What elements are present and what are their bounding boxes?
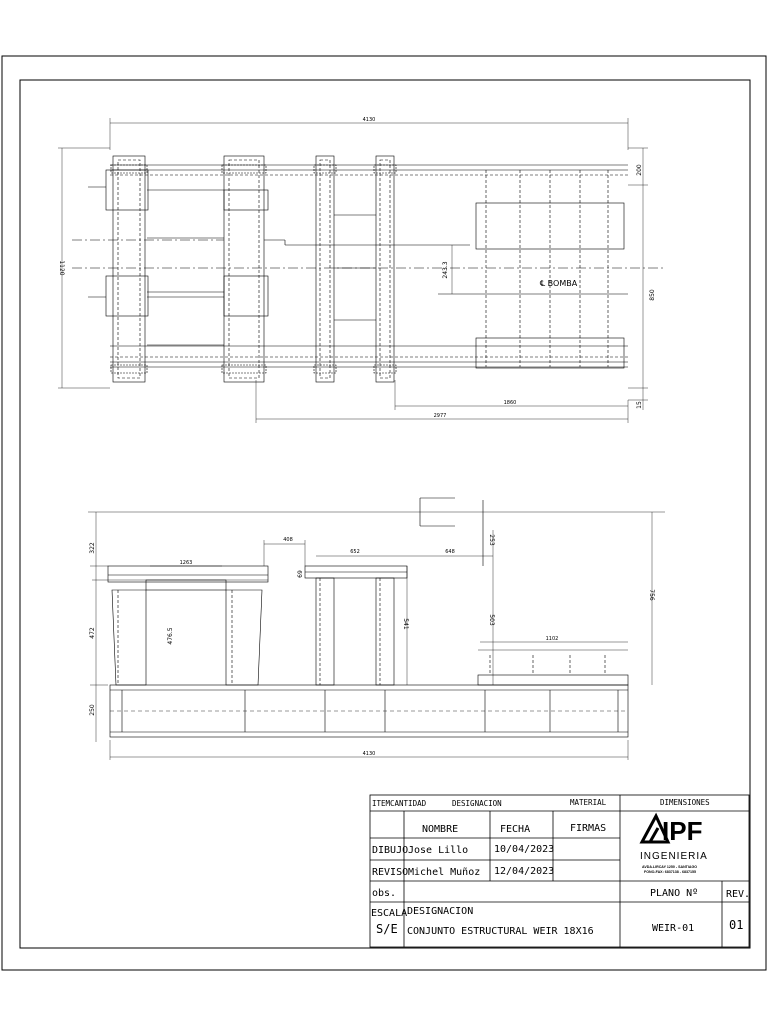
row-reviso-name: Michel Muñoz	[408, 867, 481, 878]
dim-plan-center-offset: 243.3	[442, 261, 449, 279]
dim-elev-step: 69	[297, 570, 304, 578]
dim-elev-mid-leg: 541	[402, 618, 409, 630]
dim-elev-upper-right: 253	[488, 534, 495, 546]
column-firmas: FIRMAS	[570, 823, 607, 834]
header-dimensiones: DIMENSIONES	[660, 798, 710, 807]
row-reviso-date: 12/04/2023	[494, 866, 555, 877]
pump-centerline-label: ℄ BOMBA	[540, 279, 578, 288]
dim-elev-left-width: 1263	[179, 560, 193, 566]
obs-label: obs.	[372, 888, 397, 899]
dim-elev-gap: 408	[283, 537, 293, 543]
dim-elev-top-height: 322	[89, 542, 96, 554]
ipf-logo	[640, 816, 708, 874]
dim-elev-pump-base: 1102	[545, 636, 559, 642]
header-item: ITEM	[372, 799, 391, 808]
outer-frame	[2, 56, 766, 970]
logo-brand: IPF	[662, 816, 703, 846]
dim-plan-top-offset: 200	[636, 164, 643, 176]
dim-plan-pump-position: 2977	[433, 413, 447, 419]
rev-value: 01	[729, 918, 744, 932]
dim-plan-overall-length: 4130	[362, 117, 376, 123]
dim-elev-mid-width: 652	[350, 549, 360, 555]
header-material: MATERIAL	[570, 798, 607, 807]
logo-subtitle: INGENIERIA	[640, 851, 708, 862]
dim-elev-overall-length: 4130	[362, 751, 376, 757]
header-designacion: DESIGNACION	[452, 799, 502, 808]
dim-elev-right-drop: 503	[488, 614, 495, 626]
column-fecha: FECHA	[500, 824, 531, 835]
dim-elev-total-height: 756	[648, 589, 655, 601]
dim-plan-pump-length: 1860	[503, 400, 517, 406]
dim-plan-pump-width: 850	[649, 289, 656, 301]
designacion-label: DESIGNACION	[407, 906, 474, 917]
row-dibujo-date: 10/04/2023	[494, 844, 555, 855]
logo-phone: FONO-FAX: 6837138 - 6837155	[644, 870, 696, 874]
elevation-view	[88, 498, 665, 760]
escala-label: ESCALA	[371, 908, 408, 919]
column-nombre: NOMBRE	[422, 824, 459, 835]
header-cantidad: CANTIDAD	[390, 799, 427, 808]
dim-elev-right-reach: 648	[445, 549, 455, 555]
logo-address: AVDA.LIRCAY 1250 - SANTIAGO	[642, 865, 698, 869]
plan-view	[58, 118, 665, 423]
dim-elev-base-height: 250	[89, 704, 96, 716]
dim-elev-leg-height-inner: 476.5	[167, 627, 174, 645]
plano-value: WEIR-01	[652, 923, 695, 934]
plano-label: PLANO Nº	[650, 888, 699, 899]
dim-plan-bottom-offset: 15	[636, 401, 643, 409]
designacion-value: CONJUNTO ESTRUCTURAL WEIR 18X16	[407, 926, 594, 937]
row-dibujo-role: DIBUJO	[372, 845, 409, 856]
row-reviso-role: REVISO	[372, 867, 409, 878]
dim-plan-overall-width: 1120	[58, 260, 65, 276]
escala-value: S/E	[376, 922, 398, 936]
dim-elev-leg-height: 472	[89, 627, 96, 639]
rev-label: REV.	[726, 889, 751, 900]
row-dibujo-name: Jose Lillo	[408, 845, 469, 856]
